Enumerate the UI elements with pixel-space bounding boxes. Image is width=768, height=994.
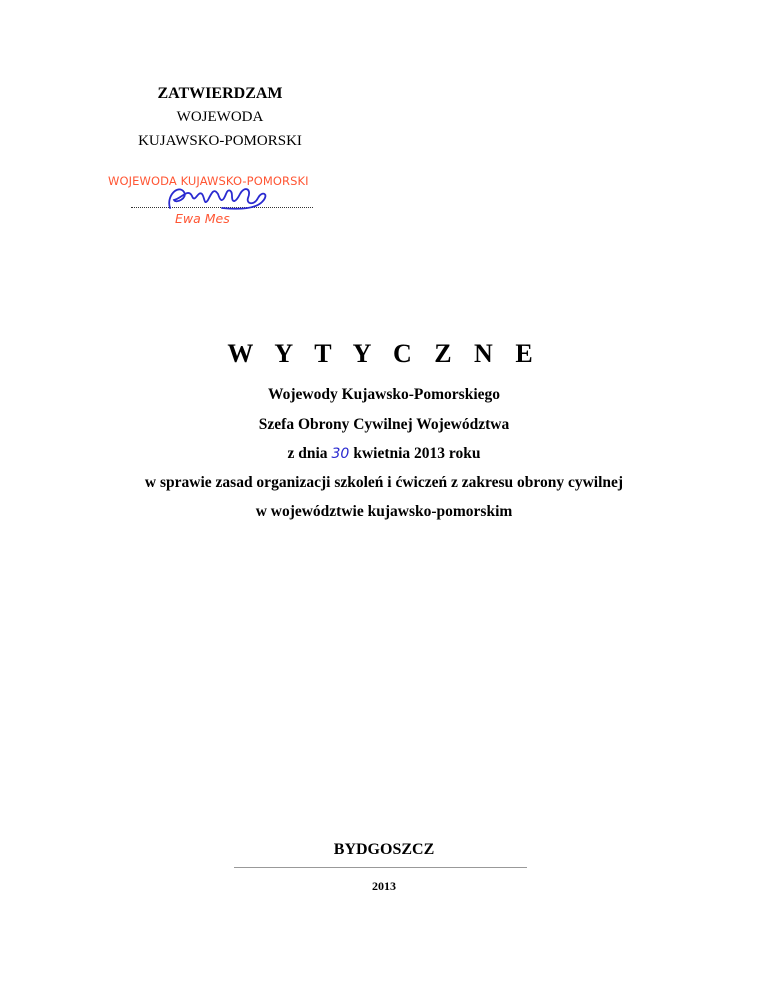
date-day-handwritten: 30 xyxy=(331,446,350,462)
handwritten-signature xyxy=(162,178,282,218)
date-prefix: z dnia xyxy=(287,445,328,462)
footer-city: BYDGOSZCZ xyxy=(333,841,435,858)
footer-divider xyxy=(234,867,527,868)
approval-title: ZATWIERDZAM xyxy=(157,85,283,102)
approval-block xyxy=(110,84,330,152)
subtitle-line4: w sprawie zasad organizacji szkoleń i ćwiczeń z zakresu obrony cywilnej xyxy=(144,474,624,491)
approval-role-line2: KUJAWSKO-POMORSKI xyxy=(138,133,302,149)
stamp-header: WOJEWODA KUJAWSKO-POMORSKI xyxy=(108,174,309,188)
date-suffix: kwietnia 2013 roku xyxy=(353,445,481,462)
date-line xyxy=(0,445,768,463)
stamp-name: Ewa Mes xyxy=(175,211,230,226)
document-title: W Y T Y C Z N E xyxy=(227,339,541,368)
subtitle-line5: w województwie kujawsko-pomorskim xyxy=(255,503,513,520)
subtitle-line2: Szefa Obrony Cywilnej Województwa xyxy=(258,416,510,433)
subtitle-line1: Wojewody Kujawsko-Pomorskiego xyxy=(267,386,501,403)
footer-year: 2013 xyxy=(372,879,396,893)
approval-role-line1: WOJEWODA xyxy=(176,109,264,125)
